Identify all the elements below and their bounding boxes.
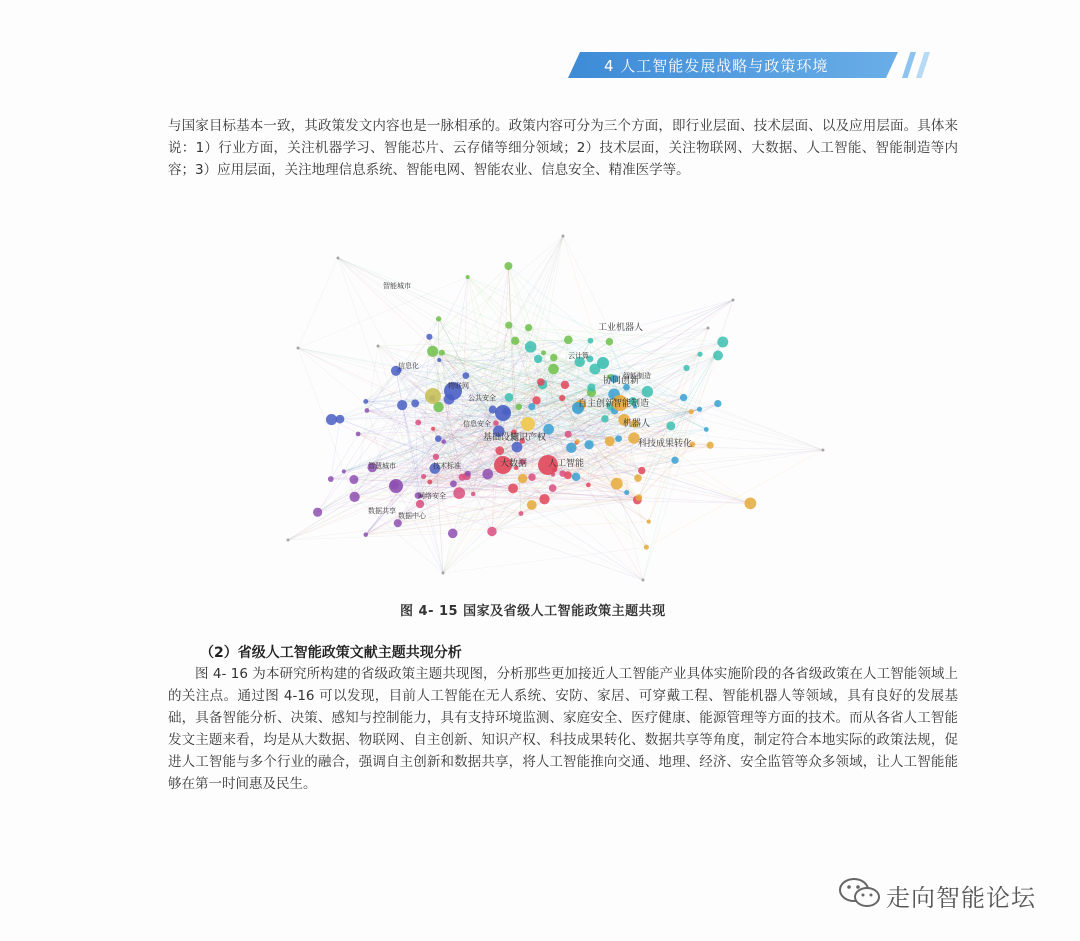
network-node	[504, 262, 512, 270]
network-node-label: 智能城市	[383, 282, 411, 290]
network-node	[287, 539, 290, 542]
network-node	[611, 478, 623, 490]
network-edge	[338, 258, 531, 347]
body-paragraph-2: 图 4- 16 为本研究所构建的省级政策主题共现图，分析那些更加接近人工智能产业具体实施阶段的各省级政策在人工智能领域上的关注点。通过图 4-16 可以发现，目前人工智能在无人系统、安防、家居、可穿戴工程、智能机器人等领域，具有良好的发展基础，具备智能分析、决策、感知与控制能力，具有支持环境监测、家庭安全、医疗健康、能源管理等方面的技术。而从各省人工智能发文主题来看，均是从大数据、物联网、自主创新、知识产权、科技成果转化、数据共享等角度，制定符合本地实际的政策法规，促进人工智能与多个行业的融合，强调自主创新和数据共享，将人工智能推向交通、地理、经济、安全监管等众多领域，让人工智能能够在第一时间惠及民生。	[168, 666, 958, 792]
network-node	[548, 364, 559, 375]
network-node	[666, 421, 675, 430]
network-node	[732, 299, 735, 302]
network-node-label: 人工智能	[548, 459, 585, 469]
network-node	[487, 527, 496, 536]
network-node	[572, 472, 581, 481]
network-node	[671, 457, 678, 464]
network-node	[313, 508, 322, 517]
network-node	[433, 454, 439, 460]
network-node-label: 基础设施	[483, 433, 520, 443]
network-node	[365, 408, 370, 413]
network-node-label: 信息安全	[463, 420, 491, 428]
network-node	[559, 470, 566, 477]
network-node	[707, 442, 714, 449]
network-node	[394, 519, 402, 527]
network-node	[636, 494, 643, 501]
section-subheading: （2）省级人工智能政策文献主题共现分析	[200, 645, 462, 661]
network-node	[537, 378, 545, 386]
network-node	[624, 490, 629, 495]
network-node	[714, 400, 721, 407]
body-paragraph-1: 与国家目标基本一致，其政策发文内容也是一脉相承的。政策内容可分为三个方面，即行业层面、技术层面、以及应用层面。具体来说：1）行业方面，关注机器学习、智能芯片、云存储等细分领域；2）技术层面，关注物联网、大数据、人工智能、智能制造等内容；3）应用层面，关注地理信息系统、智能电网、智能农业、信息安全、精准医学等。	[168, 118, 958, 178]
network-node-label: 工业机器人	[598, 323, 644, 333]
network-node	[518, 474, 527, 483]
network-node	[525, 324, 532, 331]
network-node-label: 智能制造	[623, 372, 651, 380]
network-node	[459, 474, 466, 481]
network-node	[439, 350, 445, 356]
network-node	[342, 469, 346, 473]
network-hub-node	[389, 479, 403, 493]
network-hub-node	[521, 417, 535, 431]
network-node	[442, 572, 445, 575]
network-node	[587, 383, 595, 391]
network-node	[495, 446, 504, 455]
network-node	[465, 471, 471, 477]
network-node	[528, 473, 536, 481]
network-node	[564, 335, 573, 344]
network-node	[638, 467, 645, 474]
network-node	[683, 365, 689, 371]
network-node	[441, 439, 446, 444]
network-node	[634, 474, 642, 482]
chapter-header	[568, 52, 923, 78]
network-node-label: 智能制造	[613, 399, 650, 409]
network-node	[605, 436, 615, 446]
network-node	[680, 394, 687, 401]
banner-stripe	[916, 52, 930, 78]
network-node	[565, 431, 572, 438]
network-edge	[298, 258, 338, 348]
network-node	[427, 480, 432, 485]
network-node	[642, 579, 645, 582]
network-node	[689, 409, 694, 414]
network-node	[377, 345, 380, 348]
network-node	[349, 492, 359, 502]
network-node	[528, 403, 535, 410]
network-node-label: 公共安全	[468, 394, 496, 402]
network-node-label: 物联网	[448, 382, 469, 390]
network-node	[427, 346, 438, 357]
network-node	[717, 337, 728, 348]
network-node	[561, 381, 569, 389]
network-node	[534, 355, 542, 363]
network-node	[586, 483, 591, 488]
network-node	[697, 407, 702, 412]
network-node	[713, 351, 723, 361]
cooccurrence-network-figure	[278, 228, 833, 593]
network-node	[606, 338, 614, 346]
network-node	[431, 427, 435, 431]
network-node	[541, 350, 546, 355]
network-node	[566, 443, 577, 454]
network-node	[539, 494, 549, 504]
network-node	[549, 484, 557, 492]
network-node	[519, 511, 524, 516]
network-node	[471, 492, 475, 496]
network-node	[505, 393, 514, 402]
network-node-label: 数据中心	[398, 512, 426, 520]
network-node	[397, 400, 407, 410]
network-node-label: 智慧城市	[368, 462, 396, 470]
network-node	[550, 354, 557, 361]
watermark-text: 走向智能论坛	[886, 884, 1036, 912]
network-node	[453, 487, 465, 499]
network-edge	[637, 342, 722, 500]
wechat-icon	[838, 877, 882, 909]
network-node	[562, 235, 565, 238]
network-node	[704, 427, 709, 432]
network-node	[516, 404, 522, 410]
network-node-label: 知识产权	[510, 433, 547, 443]
network-node-label: 云计算	[568, 352, 589, 360]
network-node	[647, 519, 651, 523]
network-hub-node	[597, 357, 609, 369]
network-node	[421, 474, 426, 479]
network-node	[822, 449, 825, 452]
network-node-label: 信息化	[398, 362, 419, 370]
network-node	[512, 442, 523, 453]
network-node	[575, 439, 579, 443]
network-node-label: 协同创新	[603, 376, 640, 386]
network-node-label: 机器人	[623, 419, 651, 429]
network-edge	[354, 480, 643, 580]
network-node	[416, 500, 424, 508]
network-node-label: 自主创新	[578, 399, 615, 409]
network-edge	[684, 398, 823, 450]
figure-caption: 图 4- 15 国家及省级人工智能政策主题共现	[400, 604, 666, 619]
network-node	[505, 322, 512, 329]
network-node-label: 技术标准	[433, 462, 461, 470]
network-graph	[278, 228, 833, 593]
chapter-title: 4 人工智能发展战略与政策环境	[604, 57, 829, 75]
network-node-label: 数据共享	[368, 507, 396, 515]
network-node	[644, 545, 649, 550]
network-node	[356, 432, 361, 437]
network-node	[532, 396, 540, 404]
network-node	[436, 316, 441, 321]
network-node	[328, 476, 334, 482]
network-node-label: 大数据	[500, 459, 528, 469]
network-node	[508, 483, 518, 493]
network-node	[615, 435, 622, 442]
watermark	[838, 875, 1063, 911]
network-node	[466, 275, 470, 279]
network-node	[527, 500, 537, 510]
network-node	[437, 358, 441, 362]
network-node	[707, 327, 710, 330]
banner-stripe	[902, 52, 916, 78]
network-hub-node	[425, 388, 441, 404]
network-node	[745, 497, 757, 509]
network-node-label: 网络安全	[418, 492, 446, 500]
network-node-label: 科技成果转化	[638, 439, 693, 449]
network-node	[450, 480, 457, 487]
network-node	[326, 414, 337, 425]
network-hub-node	[495, 405, 511, 421]
network-node	[482, 469, 493, 480]
network-node	[601, 415, 608, 422]
network-node	[588, 338, 594, 344]
network-node	[435, 435, 442, 442]
network-node	[525, 341, 537, 353]
network-edge	[338, 258, 399, 370]
network-node	[363, 399, 368, 404]
network-node	[297, 347, 300, 350]
network-node	[559, 395, 565, 401]
network-node	[493, 420, 499, 426]
network-node	[363, 532, 368, 537]
network-node	[448, 529, 458, 539]
network-edges	[288, 236, 823, 580]
network-node	[426, 334, 432, 340]
network-node	[511, 337, 519, 345]
network-node	[415, 420, 421, 426]
network-node	[697, 352, 702, 357]
network-edge	[443, 547, 646, 573]
network-node	[642, 386, 653, 397]
network-node	[337, 257, 340, 260]
network-node	[411, 399, 419, 407]
network-node	[584, 440, 593, 449]
network-node	[349, 475, 358, 484]
network-node	[462, 372, 469, 379]
